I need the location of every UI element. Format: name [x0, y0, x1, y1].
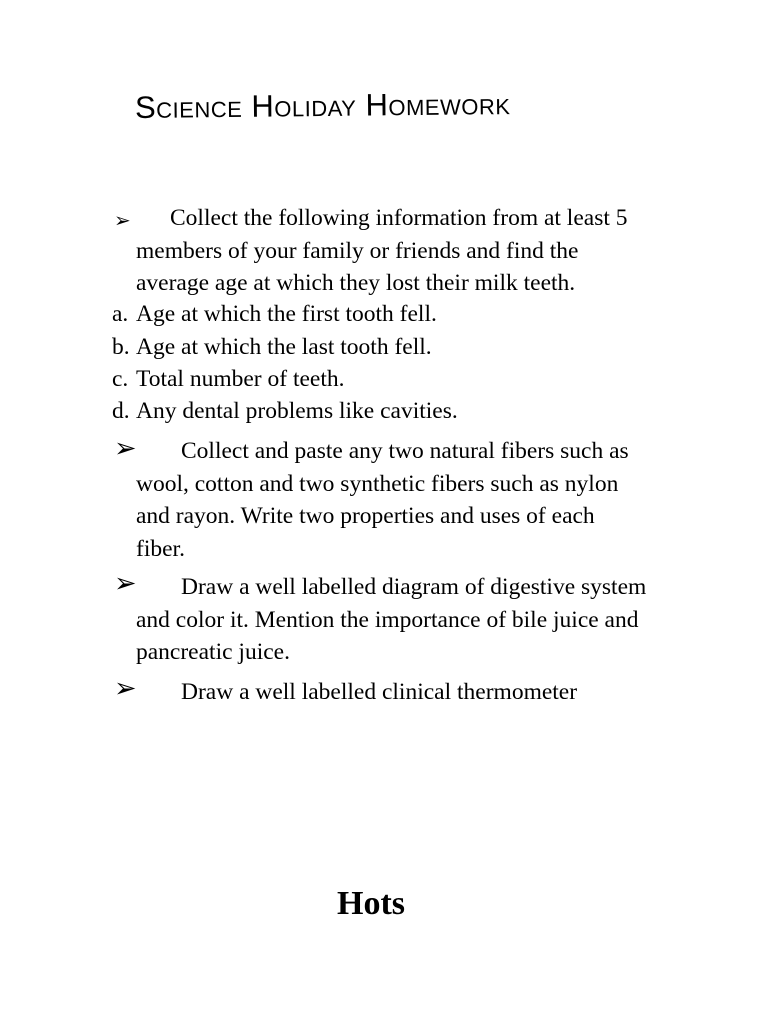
bullet-arrow-icon: ➢ — [114, 433, 137, 464]
list-marker: d. — [112, 398, 130, 424]
list-item-text: Total number of teeth. — [136, 366, 345, 392]
bullet-item-3 — [136, 571, 746, 669]
bullet-line: Collect the following information from at least 5 — [170, 205, 628, 231]
list-item — [112, 363, 344, 396]
bullet-line: wool, cotton and two synthetic fibers such as nylon — [136, 470, 619, 497]
bullet-line: pancreatic juice. — [136, 639, 290, 665]
list-marker: b. — [112, 334, 130, 360]
bullet-line: average age at which they lost their milk teeth. — [136, 270, 576, 296]
list-item-text: Age at which the first tooth fell. — [136, 301, 437, 327]
bullet-item-2 — [136, 435, 746, 565]
bullet-arrow-icon: ➢ — [114, 208, 131, 232]
bullet-line: fiber. — [136, 535, 185, 562]
list-marker: c. — [112, 366, 129, 392]
bullet-item-4 — [136, 676, 746, 709]
bullet-line: Collect and paste any two natural fibers such as — [181, 438, 629, 464]
bullet-line: Draw a well labelled diagram of digestive system — [181, 574, 647, 600]
page-title: Science Holiday Homework — [134, 86, 511, 125]
footer-heading: Hots — [337, 885, 405, 922]
bullet-line: and color it. Mention the importance of bile juice and — [136, 606, 639, 633]
bullet-arrow-icon: ➢ — [114, 568, 137, 599]
list-item — [112, 395, 458, 428]
bullet-line: members of your family or friends and find the — [136, 237, 579, 264]
bullet-line: and rayon. Write two properties and uses of each — [136, 503, 595, 529]
bullet-arrow-icon: ➢ — [114, 673, 137, 704]
list-item — [112, 298, 437, 331]
list-item-text: Any dental problems like cavities. — [136, 398, 458, 424]
bullet-line: Draw a well labelled clinical thermometer — [181, 679, 578, 705]
list-item-text: Age at which the last tooth fell. — [136, 334, 432, 360]
list-item — [112, 331, 432, 364]
list-marker: a. — [112, 301, 129, 327]
bullet-item-1 — [136, 202, 746, 300]
